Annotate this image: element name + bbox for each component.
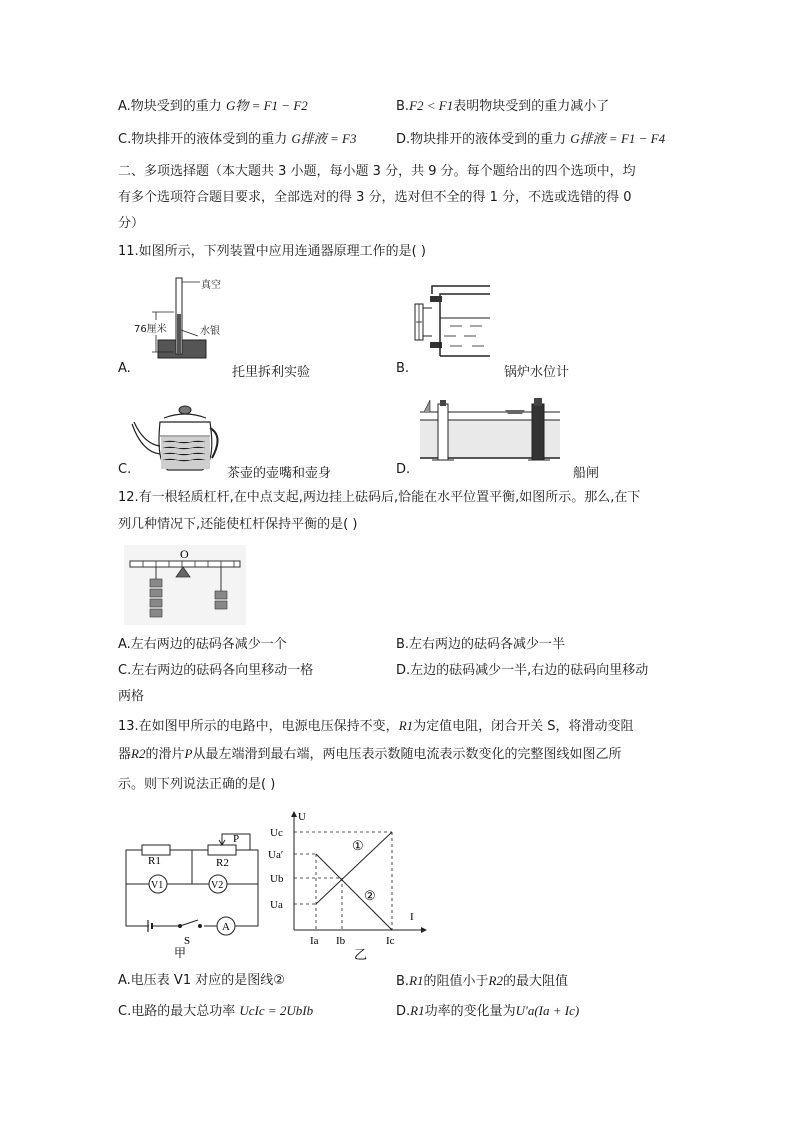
q10-option-d-text: D.物块排开的液体受到的重力	[396, 132, 567, 147]
q11-c-letter: C.	[118, 462, 132, 477]
q13-option-b-e: 的最大阻值	[502, 974, 568, 989]
q13-stem-2c: 的滑片	[145, 747, 185, 762]
q13-option-d	[396, 1002, 579, 1021]
q11-a-letter: A.	[118, 361, 131, 376]
q13-stem-2d: P	[184, 746, 193, 761]
ib-label: Ib	[336, 935, 346, 947]
q10-option-c-text: C.物块排开的液体受到的重力	[118, 132, 288, 147]
q11-b-caption: 锅炉水位计	[504, 365, 570, 380]
q10-option-c	[118, 130, 356, 149]
q11-d-caption: 船闸	[573, 466, 600, 481]
q13-stem-line2	[118, 745, 621, 764]
q13-option-d-a: D.	[396, 1004, 411, 1019]
height-label: 76厘米	[134, 320, 167, 335]
switch-label: S	[184, 935, 191, 947]
q11-c-caption: 茶壶的壶嘴和壶身	[227, 466, 332, 481]
q13-option-d-d: U′a(Ia + Ic)	[515, 1003, 580, 1018]
q10-option-d-formula: G排液 = F1 − F4	[570, 131, 666, 146]
ammeter-label: A	[222, 921, 230, 933]
graph-line-2	[316, 854, 392, 930]
q13-option-c-a: C.电路的最大总功率	[118, 1004, 236, 1019]
p-label: P	[233, 833, 240, 845]
ship-lock-figure	[410, 390, 570, 470]
ui-graph	[264, 806, 436, 964]
line1-marker: ①	[352, 838, 364, 853]
section2-line2: 有多个选项符合题目要求，全部选对的得 3 分，选对但不全的得 1 分，不选或选错的得 0	[118, 190, 632, 205]
r1-label: R1	[148, 855, 161, 867]
r2-label: R2	[216, 857, 229, 869]
teapot-figure	[130, 400, 225, 475]
q13-option-a: A.电压表 V1 对应的是图线②	[118, 973, 285, 988]
q12-stem-line2: 列几种情况下,还能使杠杆保持平衡的是( )	[118, 517, 358, 532]
q11-stem: 11.如图所示，下列装置中应用连通器原理工作的是( )	[118, 244, 426, 259]
q13-option-b	[396, 972, 568, 991]
circuit-caption: 甲	[174, 946, 187, 960]
line2-marker: ②	[364, 888, 376, 903]
vacuum-label: 真空	[201, 280, 221, 291]
section2-line1: 二、多项选择题（本大题共 3 小题，每小题 3 分，共 9 分。每个题给出的四个选项中，均	[118, 164, 636, 179]
q12-stem-line1: 12.有一根轻质杠杆,在中点支起,两边挂上砝码后,恰能在水平位置平衡,如图所示。那么,在下	[118, 490, 641, 505]
q10-option-a	[118, 97, 308, 116]
q10-option-b-text: 表明物块受到的重力减小了	[453, 99, 610, 114]
q12-option-a: A.左右两边的砝码各减少一个	[118, 637, 287, 652]
q13-stem-2e: 从最左端滑到最右端，两电压表示数随电流表示数变化的完整图线如图乙所	[192, 747, 622, 762]
graph-caption: 乙	[354, 947, 368, 962]
pivot-label: O	[180, 547, 189, 561]
q12-option-b: B.左右两边的砝码各减少一半	[396, 637, 566, 652]
boiler-gauge-figure	[410, 282, 495, 362]
x-axis-label: I	[410, 911, 414, 923]
q13-option-c-b: UcIc = 2UbIb	[239, 1003, 314, 1018]
q13-stem-1b: R1	[398, 718, 414, 733]
q11-b-letter: B.	[396, 361, 410, 376]
q10-option-a-formula: G物 = F1 − F2	[225, 98, 308, 113]
q13-stem-2b: R2	[131, 746, 146, 761]
v2-label: V2	[211, 880, 224, 891]
q13-stem-2a: 器	[118, 747, 132, 762]
q13-option-b-a: B.	[396, 974, 410, 989]
ua-label: Ua	[270, 899, 283, 911]
mercury-label: 水银	[200, 326, 220, 337]
q12-option-c: C.左右两边的砝码各向里移动一格	[118, 663, 314, 678]
q10-option-c-formula: G排液 = F3	[291, 131, 357, 146]
q12-option-d: D.左边的砝码减少一半,右边的砝码向里移动	[396, 663, 649, 678]
q10-option-a-text: A.物块受到的重力	[118, 99, 222, 114]
q10-option-d	[396, 130, 665, 149]
ic-label: Ic	[386, 935, 395, 947]
ub-label: Ub	[270, 873, 284, 885]
q13-option-b-d: R2	[488, 973, 503, 988]
lever-figure	[124, 545, 246, 625]
section2-line3: 分）	[118, 216, 145, 231]
q13-option-b-c: 的阻值小于	[423, 974, 489, 989]
q11-a-caption: 托里拆利实验	[232, 365, 311, 380]
q13-option-d-b: R1	[410, 1003, 425, 1018]
q13-stem-line1	[118, 717, 634, 736]
circuit-diagram	[118, 826, 278, 960]
q13-stem-1a: 13.在如图甲所示的电路中，电源电压保持不变，	[118, 719, 399, 734]
q10-option-b	[396, 97, 609, 116]
q13-stem-line3: 示。则下列说法正确的是( )	[118, 777, 276, 792]
q10-option-b-formula: F2 < F1	[409, 98, 454, 113]
q13-stem-1c: 为定值电阻，闭合开关 S，将滑动变阻	[413, 719, 634, 734]
ia-label: Ia	[310, 935, 319, 947]
v1-label: V1	[151, 880, 164, 891]
q13-option-b-b: R1	[409, 973, 424, 988]
ua-prime-label: Ua′	[268, 849, 284, 861]
q10-option-b-prefix: B.	[396, 99, 410, 114]
q12-option-c-cont: 两格	[118, 689, 145, 704]
q13-option-c	[118, 1002, 313, 1021]
q13-option-d-c: 功率的变化量为	[424, 1004, 516, 1019]
q11-d-letter: D.	[396, 462, 411, 477]
y-axis-label: U	[298, 811, 306, 823]
uc-label: Uc	[270, 827, 283, 839]
